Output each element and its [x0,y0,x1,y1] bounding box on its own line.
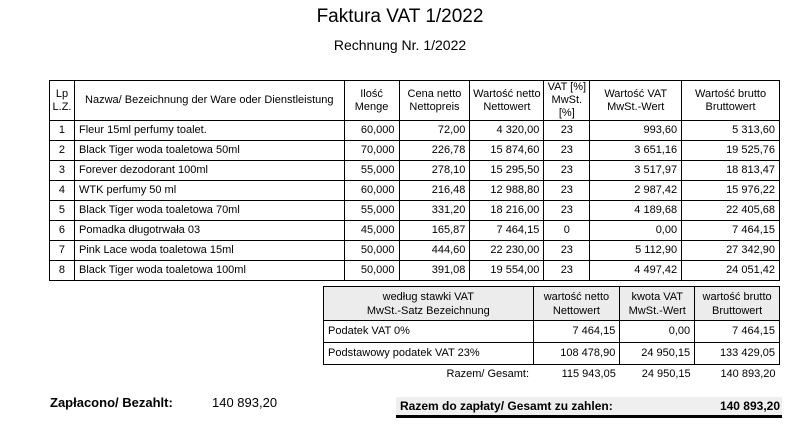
cell-gross: 5 313,60 [682,121,780,141]
cell-price: 278,10 [399,161,470,181]
cell-net: 22 230,00 [470,241,544,261]
table-row [50,161,780,181]
cell-vat: 3 651,16 [590,141,682,161]
cell-name: Forever dezodorant 100ml [74,161,344,181]
cell-gross: 7 464,15 [682,221,780,241]
cell-vat-rate: 23 [544,241,590,261]
paid-label: Zapłacono/ Bezahlt: [50,395,173,410]
table-row [50,121,780,141]
cell-qty: 55,000 [344,201,399,221]
invoice-subtitle: Rechnung Nr. 1/2022 [333,37,467,53]
cell-price: 444,60 [399,241,470,261]
summary-header-rate: według stawki VAT MwSt.-Satz Bezeichnung [324,287,534,321]
cell-lp: 1 [50,121,75,141]
cell-vat: 3 517,97 [590,161,682,181]
summary-rate-label: Podstawowy podatek VAT 23% [324,343,534,365]
header-net: Wartość netto Nettowert [470,81,544,121]
cell-lp: 4 [50,181,75,201]
items-header-row [50,81,780,121]
header-price: Cena netto Nettopreis [399,81,470,121]
table-row [50,201,780,221]
cell-net: 19 554,00 [470,261,544,281]
cell-vat: 4 497,42 [590,261,682,281]
cell-vat: 4 189,68 [590,201,682,221]
cell-name: Black Tiger woda toaletowa 100ml [74,261,344,281]
cell-qty: 60,000 [344,181,399,201]
cell-qty: 60,000 [344,121,399,141]
cell-vat: 993,60 [590,121,682,141]
amount-due-bar [396,397,782,418]
cell-vat: 2 987,42 [590,181,682,201]
summary-net: 7 464,15 [533,321,620,343]
cell-lp: 7 [50,241,75,261]
cell-vat: 5 112,90 [590,241,682,261]
summary-gross: 133 429,05 [695,343,780,365]
cell-qty: 55,000 [344,161,399,181]
vat-summary-table [323,286,780,383]
summary-total-vat: 24 950,15 [641,368,691,380]
cell-gross: 19 525,76 [682,141,780,161]
summary-total-row [324,365,780,384]
cell-lp: 3 [50,161,75,181]
paid-value: 140 893,20 [212,395,278,410]
summary-header-vat: kwota VAT MwSt.-Wert [620,287,695,321]
cell-lp: 8 [50,261,75,281]
summary-row [324,321,780,343]
summary-rate-label: Podatek VAT 0% [324,321,534,343]
cell-lp: 5 [50,201,75,221]
cell-vat-rate: 23 [544,141,590,161]
cell-vat-rate: 23 [544,181,590,201]
table-row [50,261,780,281]
header-vat-rate: VAT [%] MwSt.[%] [544,81,590,121]
summary-vat: 24 950,15 [620,343,695,365]
table-row [50,141,780,161]
cell-net: 18 216,00 [470,201,544,221]
cell-qty: 45,000 [344,221,399,241]
table-row [50,221,780,241]
cell-name: Black Tiger woda toaletowa 70ml [74,201,344,221]
cell-price: 216,48 [399,181,470,201]
cell-name: Pomadka długotrwała 03 [74,221,344,241]
cell-name: WTK perfumy 50 ml [74,181,344,201]
summary-header-net: wartość netto Nettowert [533,287,620,321]
cell-price: 165,87 [399,221,470,241]
cell-vat-rate: 23 [544,201,590,221]
cell-name: Fleur 15ml perfumy toalet. [74,121,344,141]
cell-name: Pink Lace woda toaletowa 15ml [74,241,344,261]
summary-header-row [324,287,780,321]
cell-qty: 70,000 [344,141,399,161]
header-gross: Wartość brutto Bruttowert [682,81,780,121]
summary-total-gross: 140 893,20 [720,368,776,380]
cell-price: 226,78 [399,141,470,161]
amount-due-value: 140 893,20 [719,399,780,413]
cell-price: 331,20 [399,201,470,221]
cell-vat-rate: 23 [544,121,590,141]
cell-qty: 50,000 [344,261,399,281]
table-row [50,181,780,201]
cell-price: 72,00 [399,121,470,141]
summary-row [324,343,780,365]
cell-qty: 50,000 [344,241,399,261]
summary-header-gross: wartość brutto Bruttowert [695,287,780,321]
summary-gross: 7 464,15 [695,321,780,343]
cell-lp: 2 [50,141,75,161]
cell-vat-rate: 23 [544,261,590,281]
cell-price: 391,08 [399,261,470,281]
cell-net: 15 295,50 [470,161,544,181]
summary-total-label: Razem/ Gesamt: [446,368,530,380]
invoice-title: Faktura VAT 1/2022 [316,6,484,27]
cell-lp: 6 [50,221,75,241]
summary-net: 108 478,90 [533,343,620,365]
cell-gross: 24 051,42 [682,261,780,281]
header-qty: Ilość Menge [344,81,399,121]
cell-gross: 18 813,47 [682,161,780,181]
summary-total-net: 115 943,05 [561,368,616,380]
cell-vat-rate: 0 [544,221,590,241]
cell-gross: 15 976,22 [682,181,780,201]
summary-vat: 0,00 [620,321,695,343]
header-name: Nazwa/ Bezeichnung der Ware oder Dienstleistung [74,81,344,121]
amount-due-label: Razem do zapłaty/ Gesamt zu zahlen: [400,399,613,413]
cell-net: 7 464,15 [470,221,544,241]
header-vat: Wartość VAT MwSt.-Wert [590,81,682,121]
cell-gross: 22 405,68 [682,201,780,221]
cell-net: 4 320,00 [470,121,544,141]
table-row [50,241,780,261]
cell-vat: 0,00 [590,221,682,241]
cell-net: 15 874,60 [470,141,544,161]
cell-net: 12 988,80 [470,181,544,201]
items-table [49,80,780,281]
cell-vat-rate: 23 [544,161,590,181]
cell-name: Black Tiger woda toaletowa 50ml [74,141,344,161]
cell-gross: 27 342,90 [682,241,780,261]
header-lp: Lp L.Z. [50,81,75,121]
